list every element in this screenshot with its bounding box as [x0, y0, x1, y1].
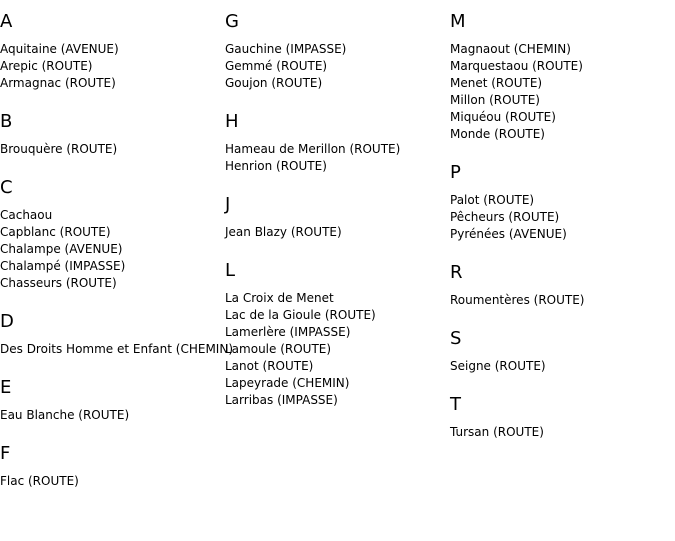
- street-link[interactable]: Millon (ROUTE): [450, 93, 540, 107]
- street-list: [0, 141, 225, 158]
- letter-section: [0, 311, 233, 358]
- street-link[interactable]: Lamoule (ROUTE): [225, 342, 332, 356]
- letter-section: [450, 162, 675, 243]
- index-column-3: [450, 0, 675, 441]
- street-list: [225, 141, 450, 175]
- street-link[interactable]: Marquestaou (ROUTE): [450, 59, 583, 73]
- letter-heading: C: [0, 177, 13, 198]
- street-list: [0, 341, 233, 358]
- letter-section: [450, 328, 675, 375]
- street-link[interactable]: Menet (ROUTE): [450, 76, 543, 90]
- letter-section: [0, 177, 225, 292]
- street-link[interactable]: La Croix de Menet: [225, 291, 334, 305]
- letter-heading: J: [225, 194, 231, 215]
- street-list: [225, 290, 450, 409]
- letter-heading: L: [225, 260, 236, 281]
- street-list: [0, 207, 225, 292]
- letter-heading: G: [225, 11, 239, 32]
- street-link[interactable]: Des Droits Homme et Enfant (CHEMIN): [0, 342, 233, 356]
- street-link[interactable]: Brouquère (ROUTE): [0, 142, 118, 156]
- street-list: [450, 41, 675, 143]
- letter-section: [0, 111, 225, 158]
- street-link[interactable]: Armagnac (ROUTE): [0, 76, 116, 90]
- street-list: [0, 407, 225, 424]
- letter-section: [225, 260, 450, 409]
- letter-section: [450, 262, 675, 309]
- letter-section: [225, 11, 450, 92]
- street-link[interactable]: Henrion (ROUTE): [225, 159, 327, 173]
- letter-section: [225, 111, 450, 175]
- street-link[interactable]: Goujon (ROUTE): [225, 76, 323, 90]
- street-link[interactable]: Lanot (ROUTE): [225, 359, 314, 373]
- street-link[interactable]: Jean Blazy (ROUTE): [225, 225, 342, 239]
- index-column-1: [0, 0, 233, 490]
- street-link[interactable]: Monde (ROUTE): [450, 127, 545, 141]
- letter-heading: P: [450, 162, 461, 183]
- street-link[interactable]: Larribas (IMPASSE): [225, 393, 338, 407]
- street-list: [450, 192, 675, 243]
- street-link[interactable]: Cachaou: [0, 208, 53, 222]
- street-link[interactable]: Lapeyrade (CHEMIN): [225, 376, 350, 390]
- street-link[interactable]: Arepic (ROUTE): [0, 59, 93, 73]
- street-link[interactable]: Roumentères (ROUTE): [450, 293, 585, 307]
- street-link[interactable]: Gauchine (IMPASSE): [225, 42, 347, 56]
- letter-section: [450, 394, 675, 441]
- street-link[interactable]: Chalampé (IMPASSE): [0, 259, 126, 273]
- street-list: [0, 41, 225, 92]
- street-list: [450, 292, 675, 309]
- street-link[interactable]: Gemmé (ROUTE): [225, 59, 328, 73]
- street-link[interactable]: Seigne (ROUTE): [450, 359, 546, 373]
- street-link[interactable]: Magnaout (CHEMIN): [450, 42, 571, 56]
- street-link[interactable]: Palot (ROUTE): [450, 193, 535, 207]
- street-list: [225, 224, 450, 241]
- letter-section: [0, 11, 225, 92]
- street-link[interactable]: Chalampe (AVENUE): [0, 242, 123, 256]
- street-list: [450, 424, 675, 441]
- letter-heading: S: [450, 328, 462, 349]
- street-link[interactable]: Miquéou (ROUTE): [450, 110, 556, 124]
- letter-heading: R: [450, 262, 463, 283]
- letter-heading: M: [450, 11, 466, 32]
- letter-heading: T: [450, 394, 461, 415]
- letter-heading: A: [0, 11, 13, 32]
- street-link[interactable]: Lac de la Gioule (ROUTE): [225, 308, 376, 322]
- street-link[interactable]: Lamerlère (IMPASSE): [225, 325, 351, 339]
- street-list: [0, 473, 225, 490]
- street-link[interactable]: Pyrénées (AVENUE): [450, 227, 567, 241]
- letter-section: [0, 443, 225, 490]
- street-list: [450, 358, 675, 375]
- street-link[interactable]: Chasseurs (ROUTE): [0, 276, 117, 290]
- letter-heading: B: [0, 111, 13, 132]
- index-column-2: [225, 0, 450, 409]
- letter-section: [450, 11, 675, 143]
- letter-heading: D: [0, 311, 14, 332]
- letter-heading: F: [0, 443, 11, 464]
- street-link[interactable]: Hameau de Merillon (ROUTE): [225, 142, 401, 156]
- letter-heading: H: [225, 111, 239, 132]
- street-link[interactable]: Capblanc (ROUTE): [0, 225, 111, 239]
- street-link[interactable]: Eau Blanche (ROUTE): [0, 408, 130, 422]
- letter-section: [225, 194, 450, 241]
- street-link[interactable]: Pêcheurs (ROUTE): [450, 210, 560, 224]
- street-link[interactable]: Tursan (ROUTE): [450, 425, 544, 439]
- street-link[interactable]: Aquitaine (AVENUE): [0, 42, 119, 56]
- street-list: [225, 41, 450, 92]
- letter-section: [0, 377, 225, 424]
- street-link[interactable]: Flac (ROUTE): [0, 474, 79, 488]
- letter-heading: E: [0, 377, 12, 398]
